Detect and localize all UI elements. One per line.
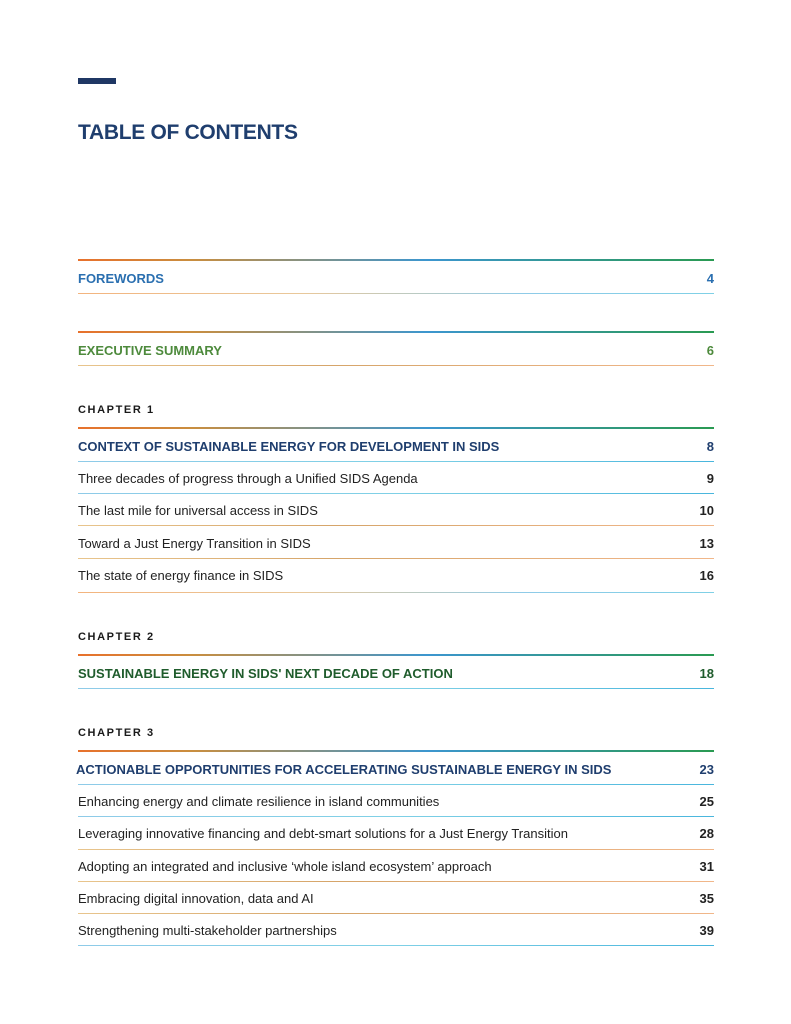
divider xyxy=(78,365,714,366)
toc-entry-page: 6 xyxy=(706,342,714,358)
toc-entry[interactable] xyxy=(78,500,714,520)
toc-entry[interactable] xyxy=(78,920,714,940)
divider xyxy=(78,750,714,752)
toc-entry-page: 28 xyxy=(699,825,714,841)
divider xyxy=(78,688,714,689)
toc-entry[interactable] xyxy=(78,565,714,585)
toc-entry-page: 31 xyxy=(699,858,714,874)
toc-entry-chapter3-title[interactable] xyxy=(78,759,714,779)
toc-entry[interactable] xyxy=(78,468,714,488)
toc-entry-page: 10 xyxy=(699,502,714,518)
divider xyxy=(78,849,714,850)
toc-entry[interactable] xyxy=(78,533,714,553)
divider xyxy=(78,945,714,946)
toc-entry-label: Embracing digital innovation, data and AI xyxy=(78,890,314,906)
divider xyxy=(78,259,714,261)
toc-entry[interactable] xyxy=(78,856,714,876)
divider xyxy=(78,427,714,429)
divider xyxy=(78,913,714,914)
page-title: TABLE OF CONTENTS xyxy=(78,121,298,144)
divider xyxy=(78,784,714,785)
toc-entry-label: FOREWORDS xyxy=(78,270,164,286)
toc-entry-label: EXECUTIVE SUMMARY xyxy=(78,342,222,358)
toc-entry-page: 39 xyxy=(699,922,714,938)
toc-entry-label: SUSTAINABLE ENERGY IN SIDS' NEXT DECADE OF ACTION xyxy=(78,665,453,681)
divider xyxy=(78,293,714,294)
divider xyxy=(78,493,714,494)
toc-entry[interactable] xyxy=(78,791,714,811)
toc-entry-page: 25 xyxy=(699,793,714,809)
toc-entry-chapter2-title[interactable] xyxy=(78,663,714,683)
chapter-heading: CHAPTER 1 xyxy=(78,404,155,416)
accent-bar xyxy=(78,78,116,84)
toc-entry[interactable] xyxy=(78,823,714,843)
divider xyxy=(78,592,714,593)
divider xyxy=(78,461,714,462)
divider xyxy=(78,654,714,656)
toc-entry-page: 4 xyxy=(706,270,714,286)
divider xyxy=(78,558,714,559)
chapter-heading: CHAPTER 2 xyxy=(78,631,155,643)
toc-entry-label: The state of energy finance in SIDS xyxy=(78,567,284,583)
toc-entry-page: 8 xyxy=(706,438,714,454)
toc-entry-label: The last mile for universal access in SIDS xyxy=(78,502,318,518)
toc-entry-page: 23 xyxy=(699,761,714,777)
divider xyxy=(78,881,714,882)
divider xyxy=(78,331,714,333)
toc-entry[interactable] xyxy=(78,888,714,908)
toc-entry-page: 35 xyxy=(699,890,714,906)
chapter-heading: CHAPTER 3 xyxy=(78,727,155,739)
toc-entry-label: Three decades of progress through a Unified SIDS Agenda xyxy=(78,470,418,486)
toc-entry-label: Strengthening multi-stakeholder partnerships xyxy=(78,922,337,938)
toc-entry-label: ACTIONABLE OPPORTUNITIES FOR ACCELERATING SUSTAINABLE ENERGY IN SIDS xyxy=(76,761,612,777)
toc-entry-label: Enhancing energy and climate resilience in island communities xyxy=(78,793,440,809)
toc-entry-page: 9 xyxy=(706,470,714,486)
toc-entry-page: 13 xyxy=(699,535,714,551)
toc-entry-chapter1-title[interactable] xyxy=(78,436,714,456)
toc-entry-label: CONTEXT OF SUSTAINABLE ENERGY FOR DEVELOPMENT IN SIDS xyxy=(78,438,500,454)
toc-entry-executive-summary[interactable] xyxy=(78,340,714,360)
toc-entry-forewords[interactable] xyxy=(78,268,714,288)
toc-entry-label: Toward a Just Energy Transition in SIDS xyxy=(78,535,311,551)
toc-entry-label: Adopting an integrated and inclusive ‘whole island ecosystem’ approach xyxy=(78,858,492,874)
toc-entry-label: Leveraging innovative financing and debt-smart solutions for a Just Energy Transition xyxy=(78,825,568,841)
divider xyxy=(78,525,714,526)
toc-entry-page: 16 xyxy=(699,567,714,583)
toc-entry-page: 18 xyxy=(699,665,714,681)
divider xyxy=(78,816,714,817)
